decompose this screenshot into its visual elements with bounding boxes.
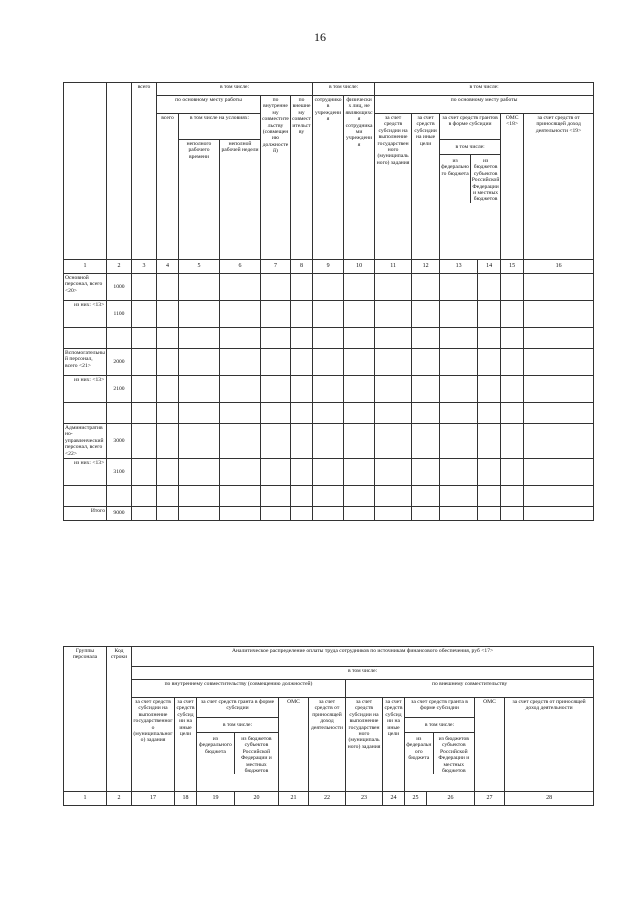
table-row bbox=[64, 403, 594, 424]
header-staff-groups: Группы персонала bbox=[64, 647, 107, 792]
staff-pay-table bbox=[63, 82, 594, 521]
value-cell bbox=[157, 459, 179, 486]
value-cell bbox=[524, 403, 594, 424]
value-cell bbox=[157, 376, 179, 403]
value-cell bbox=[132, 274, 157, 301]
value-cell bbox=[261, 349, 291, 376]
value-cell bbox=[524, 507, 594, 521]
value-cell bbox=[291, 486, 313, 507]
value-cell bbox=[179, 349, 220, 376]
value-cell bbox=[501, 376, 524, 403]
col-num: 1 bbox=[64, 792, 107, 806]
value-cell bbox=[261, 328, 291, 349]
value-cell bbox=[375, 403, 412, 424]
table-row bbox=[64, 301, 594, 328]
col-num: 11 bbox=[375, 260, 412, 274]
row-label bbox=[64, 486, 107, 507]
value-cell bbox=[179, 486, 220, 507]
row-label: Итого bbox=[64, 507, 107, 521]
col-num: 24 bbox=[383, 792, 405, 806]
value-cell bbox=[132, 403, 157, 424]
value-cell bbox=[291, 424, 313, 459]
value-cell bbox=[157, 424, 179, 459]
value-cell bbox=[344, 328, 375, 349]
header-in-that-number: в том числе: bbox=[132, 667, 594, 680]
value-cell bbox=[291, 403, 313, 424]
value-cell bbox=[157, 507, 179, 521]
col-num: 6 bbox=[220, 260, 261, 274]
value-cell bbox=[179, 507, 220, 521]
header-subsidy-other: за счет средств субсидии на иные цели bbox=[412, 114, 440, 260]
value-cell bbox=[344, 507, 375, 521]
value-cell bbox=[179, 301, 220, 328]
value-cell bbox=[313, 328, 344, 349]
value-cell bbox=[375, 301, 412, 328]
row-code: 3000 bbox=[107, 424, 132, 459]
column-numbers-row bbox=[64, 260, 594, 274]
header-regional: из бюджетов субъектов Российской Федерации и местных бюджетов bbox=[240, 736, 272, 775]
value-cell bbox=[313, 349, 344, 376]
col-num: 4 bbox=[157, 260, 179, 274]
value-cell bbox=[478, 376, 501, 403]
col-num: 19 bbox=[197, 792, 235, 806]
header-internal-parttime: по внутреннему совместительству (совмещению должностей) bbox=[261, 96, 291, 260]
col-num: 17 bbox=[132, 792, 175, 806]
value-cell bbox=[478, 459, 501, 486]
value-cell bbox=[313, 403, 344, 424]
value-cell bbox=[412, 328, 440, 349]
value-cell bbox=[524, 376, 594, 403]
value-cell bbox=[157, 274, 179, 301]
col-num: 23 bbox=[346, 792, 383, 806]
value-cell bbox=[157, 328, 179, 349]
value-cell bbox=[412, 274, 440, 301]
pay-distribution-table bbox=[63, 646, 594, 806]
value-cell bbox=[501, 507, 524, 521]
value-cell bbox=[524, 486, 594, 507]
value-cell bbox=[501, 274, 524, 301]
column-numbers-row bbox=[64, 792, 594, 806]
value-cell bbox=[440, 328, 478, 349]
value-cell bbox=[440, 507, 478, 521]
col-num: 15 bbox=[501, 260, 524, 274]
row-code: 3100 bbox=[107, 459, 132, 486]
value-cell bbox=[220, 403, 261, 424]
value-cell bbox=[375, 274, 412, 301]
header-subsidy-task: за счет средств субсидии на выполнение государственного (муниципального) задания bbox=[132, 698, 175, 792]
value-cell bbox=[440, 424, 478, 459]
header-subsidy-task: за счет средств субсидии на выполнение государственного (муниципального) задания bbox=[375, 114, 412, 260]
row-code bbox=[107, 486, 132, 507]
col-num: 2 bbox=[107, 792, 132, 806]
header-main-job: по основному месту работы bbox=[375, 96, 594, 114]
value-cell bbox=[179, 328, 220, 349]
value-cell bbox=[132, 301, 157, 328]
value-cell bbox=[412, 349, 440, 376]
col-num: 2 bbox=[107, 260, 132, 274]
value-cell bbox=[344, 349, 375, 376]
header-income: за счет средств от приносящей доход деятельности <19> bbox=[524, 114, 594, 260]
value-cell bbox=[132, 486, 157, 507]
value-cell bbox=[440, 274, 478, 301]
header-part-time: неполного рабочего времени bbox=[179, 140, 220, 260]
table-row bbox=[64, 274, 594, 301]
col-num: 21 bbox=[279, 792, 309, 806]
col-num: 5 bbox=[179, 260, 220, 274]
value-cell bbox=[220, 349, 261, 376]
value-cell bbox=[220, 424, 261, 459]
col-num: 1 bbox=[64, 260, 107, 274]
col-num: 12 bbox=[412, 260, 440, 274]
value-cell bbox=[261, 376, 291, 403]
value-cell bbox=[478, 507, 501, 521]
table-row bbox=[64, 459, 594, 486]
value-cell bbox=[313, 507, 344, 521]
table-row bbox=[64, 424, 594, 459]
row-label: из них: <13> bbox=[64, 376, 107, 403]
value-cell bbox=[261, 507, 291, 521]
header-part-week: неполной рабочей недели bbox=[220, 140, 261, 260]
col-num: 22 bbox=[309, 792, 346, 806]
header-empty bbox=[107, 83, 132, 260]
value-cell bbox=[261, 486, 291, 507]
value-cell bbox=[261, 301, 291, 328]
value-cell bbox=[179, 403, 220, 424]
value-cell bbox=[375, 349, 412, 376]
col-num: 28 bbox=[505, 792, 594, 806]
row-code: 1000 bbox=[107, 274, 132, 301]
header-empty bbox=[64, 83, 107, 260]
header-subsidy-task: за счет средств субсидии на выполнение государственного (муниципального) задания bbox=[346, 698, 383, 792]
value-cell bbox=[440, 403, 478, 424]
row-label: Вспомогательный персонал, всего <21> bbox=[64, 349, 107, 376]
header-internal-parttime: по внутреннему совместительству (совмещению должностей) bbox=[132, 680, 346, 698]
value-cell bbox=[478, 486, 501, 507]
row-label bbox=[64, 328, 107, 349]
value-cell bbox=[313, 376, 344, 403]
value-cell bbox=[478, 349, 501, 376]
header-in-that-number: в том числе: bbox=[313, 83, 375, 96]
value-cell bbox=[344, 274, 375, 301]
value-cell bbox=[313, 424, 344, 459]
value-cell bbox=[440, 376, 478, 403]
row-label: Административно-управленческий персонал, всего <22> bbox=[64, 424, 107, 459]
col-num: 13 bbox=[440, 260, 478, 274]
value-cell bbox=[375, 459, 412, 486]
header-oms: ОМС bbox=[475, 698, 505, 792]
value-cell bbox=[313, 459, 344, 486]
value-cell bbox=[375, 507, 412, 521]
value-cell bbox=[501, 328, 524, 349]
header-regional: из бюджетов субъектов Российской Федерации и местных бюджетов bbox=[471, 158, 500, 203]
value-cell bbox=[344, 376, 375, 403]
value-cell bbox=[261, 403, 291, 424]
value-cell bbox=[179, 424, 220, 459]
value-cell bbox=[291, 507, 313, 521]
value-cell bbox=[478, 424, 501, 459]
value-cell bbox=[344, 403, 375, 424]
header-employees: сотрудников учреждения bbox=[313, 96, 344, 260]
header-individuals: физических лиц, не являющихся сотрудниками учреждения bbox=[344, 96, 375, 260]
value-cell bbox=[375, 486, 412, 507]
value-cell bbox=[157, 403, 179, 424]
value-cell bbox=[412, 424, 440, 459]
value-cell bbox=[220, 328, 261, 349]
header-grants: за счет средств гранта в форме субсидии bbox=[197, 698, 279, 718]
header-analytic: Аналитическое распределение оплаты труда сотрудников по источникам финансового обеспечения, руб <17> bbox=[132, 647, 594, 667]
col-num: 9 bbox=[313, 260, 344, 274]
value-cell bbox=[440, 301, 478, 328]
header-federal: из федерального бюджета bbox=[440, 155, 471, 203]
value-cell bbox=[501, 486, 524, 507]
value-cell bbox=[157, 349, 179, 376]
value-cell bbox=[412, 507, 440, 521]
header-income: за счет средств от приносящей доход деятельности bbox=[309, 698, 346, 792]
col-num: 18 bbox=[175, 792, 197, 806]
header-oms: ОМС bbox=[279, 698, 309, 792]
header-in-that-number: в том числе: bbox=[157, 83, 313, 96]
value-cell bbox=[132, 349, 157, 376]
row-code: 2100 bbox=[107, 376, 132, 403]
row-label: из них: <13> bbox=[64, 301, 107, 328]
value-cell bbox=[220, 486, 261, 507]
col-num: 10 bbox=[344, 260, 375, 274]
value-cell bbox=[157, 301, 179, 328]
value-cell bbox=[179, 376, 220, 403]
value-cell bbox=[375, 424, 412, 459]
value-cell bbox=[261, 459, 291, 486]
value-cell bbox=[220, 274, 261, 301]
value-cell bbox=[220, 376, 261, 403]
value-cell bbox=[478, 328, 501, 349]
header-row-code: Код строки bbox=[107, 647, 132, 792]
table-row bbox=[64, 328, 594, 349]
value-cell bbox=[478, 403, 501, 424]
value-cell bbox=[157, 486, 179, 507]
value-cell bbox=[412, 376, 440, 403]
table-row bbox=[64, 507, 594, 521]
value-cell bbox=[313, 486, 344, 507]
value-cell bbox=[501, 349, 524, 376]
value-cell bbox=[344, 424, 375, 459]
value-cell bbox=[524, 424, 594, 459]
value-cell bbox=[261, 424, 291, 459]
value-cell bbox=[524, 459, 594, 486]
value-cell bbox=[524, 349, 594, 376]
value-cell bbox=[478, 274, 501, 301]
header-income: за счет средств от приносящей доход деятельности bbox=[505, 698, 594, 792]
value-cell bbox=[291, 328, 313, 349]
value-cell bbox=[501, 459, 524, 486]
header-regional: из бюджетов субъектов Российской Федерации и местных бюджетов bbox=[438, 736, 470, 775]
value-cell bbox=[132, 424, 157, 459]
col-num: 16 bbox=[524, 260, 594, 274]
header-including: в том числе: bbox=[197, 718, 278, 733]
col-num: 27 bbox=[475, 792, 505, 806]
row-label bbox=[64, 403, 107, 424]
value-cell bbox=[412, 403, 440, 424]
row-code: 1100 bbox=[107, 301, 132, 328]
header-external-parttime: по внешнему совместительству bbox=[291, 96, 313, 260]
header-main-job: по основному месту работы bbox=[157, 96, 261, 114]
value-cell bbox=[291, 301, 313, 328]
value-cell bbox=[344, 486, 375, 507]
header-grants: за счет средств грантов в форме субсидии bbox=[440, 114, 501, 140]
col-num: 8 bbox=[291, 260, 313, 274]
value-cell bbox=[179, 274, 220, 301]
header-including: в том числе: bbox=[405, 718, 474, 733]
value-cell bbox=[344, 459, 375, 486]
value-cell bbox=[291, 376, 313, 403]
value-cell bbox=[313, 274, 344, 301]
header-in-that-number: в том числе: bbox=[375, 83, 594, 96]
value-cell bbox=[375, 328, 412, 349]
value-cell bbox=[524, 328, 594, 349]
value-cell bbox=[440, 486, 478, 507]
value-cell bbox=[440, 349, 478, 376]
header-oms: ОМС <18> bbox=[501, 114, 524, 260]
value-cell bbox=[412, 301, 440, 328]
row-code bbox=[107, 328, 132, 349]
row-label: из них: <13> bbox=[64, 459, 107, 486]
value-cell bbox=[132, 507, 157, 521]
value-cell bbox=[412, 486, 440, 507]
value-cell bbox=[440, 459, 478, 486]
row-label: Основной персонал, всего <20> bbox=[64, 274, 107, 301]
table-row bbox=[64, 486, 594, 507]
value-cell bbox=[179, 459, 220, 486]
value-cell bbox=[220, 459, 261, 486]
value-cell bbox=[313, 301, 344, 328]
col-num: 26 bbox=[427, 792, 475, 806]
col-num: 20 bbox=[235, 792, 279, 806]
value-cell bbox=[412, 459, 440, 486]
page-number: 16 bbox=[314, 30, 326, 44]
header-vsego: всего bbox=[132, 83, 157, 260]
value-cell bbox=[132, 459, 157, 486]
header-external-parttime: по внешнему совместительству bbox=[346, 680, 594, 698]
value-cell bbox=[501, 301, 524, 328]
value-cell bbox=[132, 328, 157, 349]
row-code: 9000 bbox=[107, 507, 132, 521]
col-num: 14 bbox=[478, 260, 501, 274]
value-cell bbox=[524, 274, 594, 301]
header-subsidy-other: за счет средств субсидии на иные цели bbox=[383, 698, 405, 792]
header-grants-sub bbox=[405, 718, 475, 792]
header-grants-sub bbox=[440, 140, 501, 260]
header-federal: из федерального бюджета bbox=[405, 733, 434, 774]
table-row bbox=[64, 349, 594, 376]
table-row bbox=[64, 376, 594, 403]
value-cell bbox=[220, 301, 261, 328]
value-cell bbox=[478, 301, 501, 328]
value-cell bbox=[220, 507, 261, 521]
header-including: в том числе: bbox=[440, 140, 500, 155]
value-cell bbox=[132, 376, 157, 403]
header-subsidy-other: за счет средств субсидии на иные цели bbox=[175, 698, 197, 792]
value-cell bbox=[291, 459, 313, 486]
value-cell bbox=[291, 274, 313, 301]
value-cell bbox=[291, 349, 313, 376]
col-num: 3 bbox=[132, 260, 157, 274]
col-num: 7 bbox=[261, 260, 291, 274]
value-cell bbox=[375, 376, 412, 403]
value-cell bbox=[501, 403, 524, 424]
header-grants-sub bbox=[197, 718, 279, 792]
value-cell bbox=[524, 301, 594, 328]
col-num: 25 bbox=[405, 792, 427, 806]
value-cell bbox=[344, 301, 375, 328]
header-federal: из федерального бюджета bbox=[197, 733, 235, 774]
header-total: всего bbox=[157, 114, 179, 260]
header-grants: за счет средств гранта в форме субсидии bbox=[405, 698, 475, 718]
value-cell bbox=[501, 424, 524, 459]
row-code bbox=[107, 403, 132, 424]
header-conditions: в том числе на условиях: bbox=[179, 114, 261, 140]
value-cell bbox=[261, 274, 291, 301]
row-code: 2000 bbox=[107, 349, 132, 376]
